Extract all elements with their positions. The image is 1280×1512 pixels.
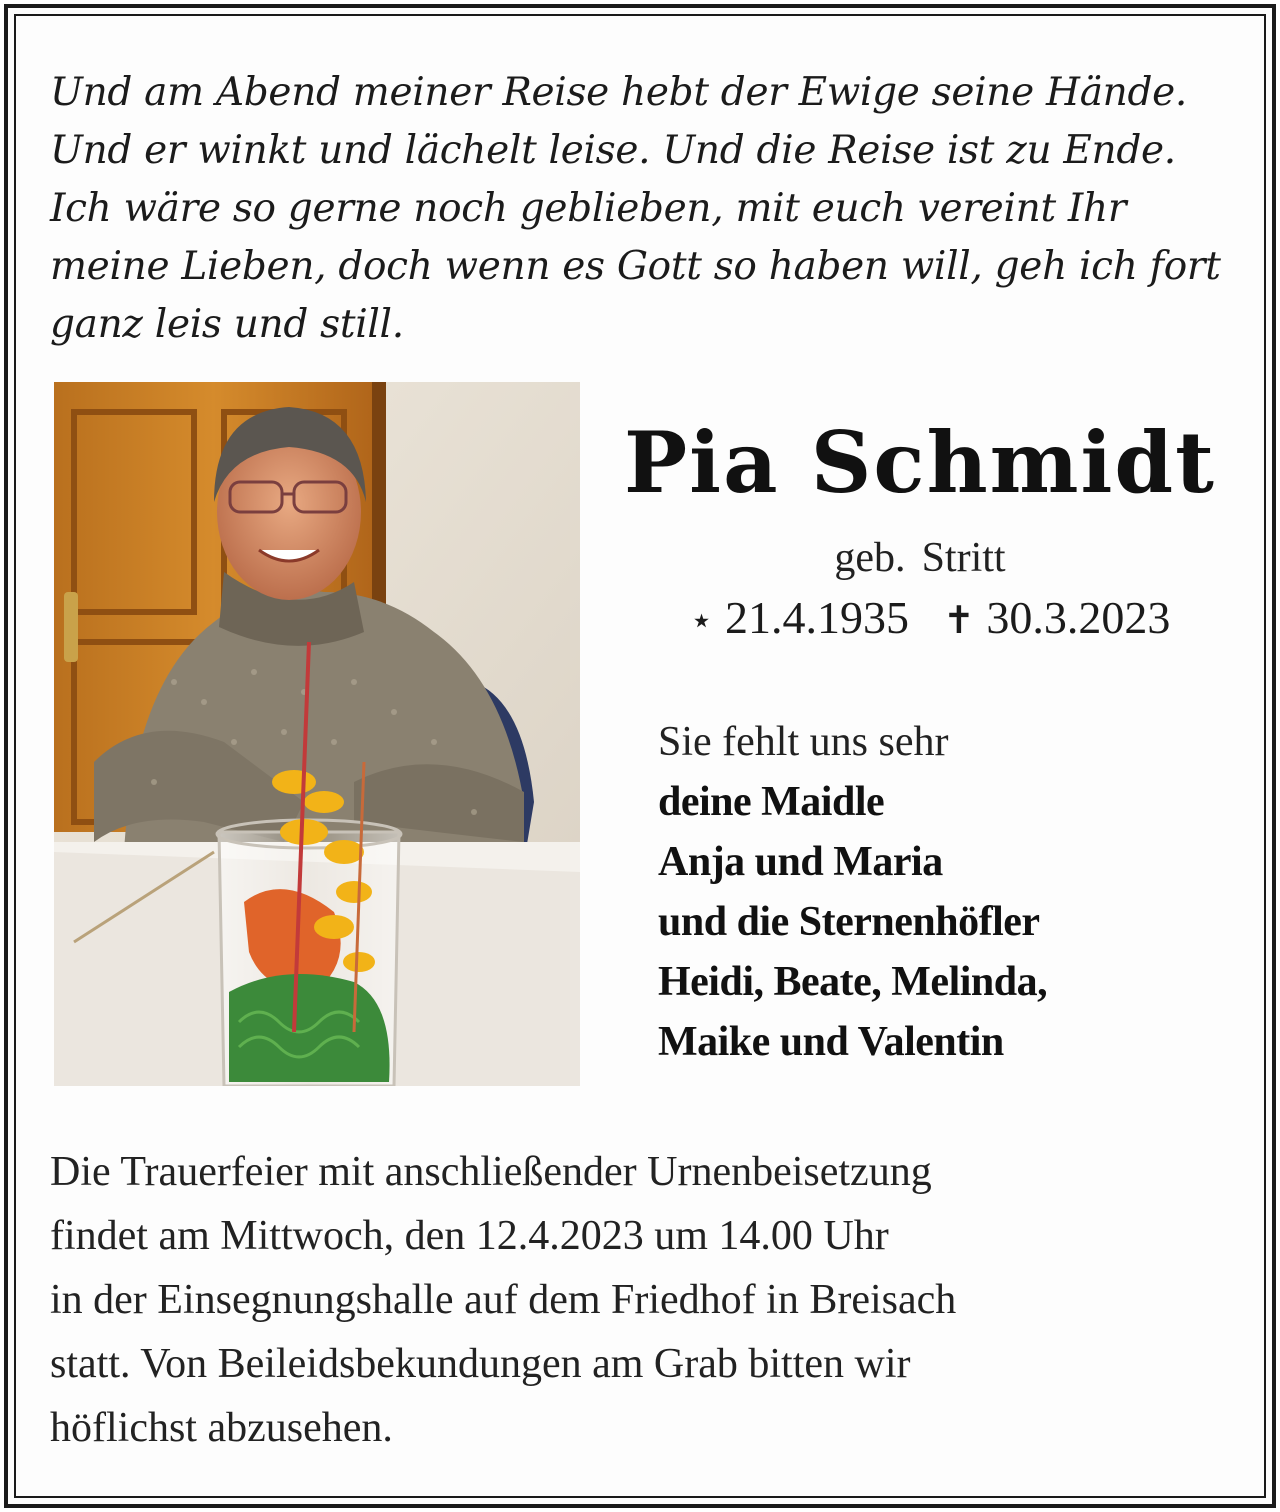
service-line: findet am Mittwoch, den 12.4.2023 um 14.00 Uhr [50,1213,889,1259]
mourner-line: Anja und Maria [658,839,943,885]
service-line: höflichst abzusehen. [50,1405,393,1451]
maiden-name [600,532,1240,584]
poem-line: ganz leis und still. [50,302,404,347]
maiden-prefix: geb. [834,535,906,581]
mourner-line: und die Sternenhöfler [658,899,1040,945]
mourners-intro: Sie fehlt uns sehr [658,719,949,765]
mourners-block [658,712,1238,1072]
life-dates [620,590,1240,648]
birth-star-icon: ⋆ [689,598,714,642]
poem-line: Und er winkt und lächelt leise. Und die Reise ist zu Ende. [50,128,1176,173]
poem-line: meine Lieben, doch wenn es Gott so haben will, geh ich fort [50,244,1221,289]
birth-date: 21.4.1935 [724,592,909,643]
maiden-name-value: Stritt [921,535,1006,581]
mourner-line: deine Maidle [658,779,885,825]
service-line: in der Einsegnungshalle auf dem Friedhof in Breisach [50,1277,957,1323]
deceased-name: Pia Schmidt [624,413,1216,512]
mourner-line: Heidi, Beate, Melinda, [658,959,1048,1005]
poem-line: Ich wäre so gerne noch geblieben, mit euch vereint Ihr [50,186,1127,231]
service-notice [50,1140,1240,1460]
mourner-line: Maike und Valentin [658,1019,1004,1065]
death-cross-icon: ✝ [942,598,975,642]
service-line: statt. Von Beileidsbekundungen am Grab bitten wir [50,1341,911,1387]
poem-line: Und am Abend meiner Reise hebt der Ewige seine Hände. [50,70,1188,115]
poem [50,64,1230,354]
portrait-photo [54,382,580,1086]
service-line: Die Trauerfeier mit anschließender Urnenbeisetzung [50,1149,932,1195]
death-date: 30.3.2023 [986,592,1171,643]
